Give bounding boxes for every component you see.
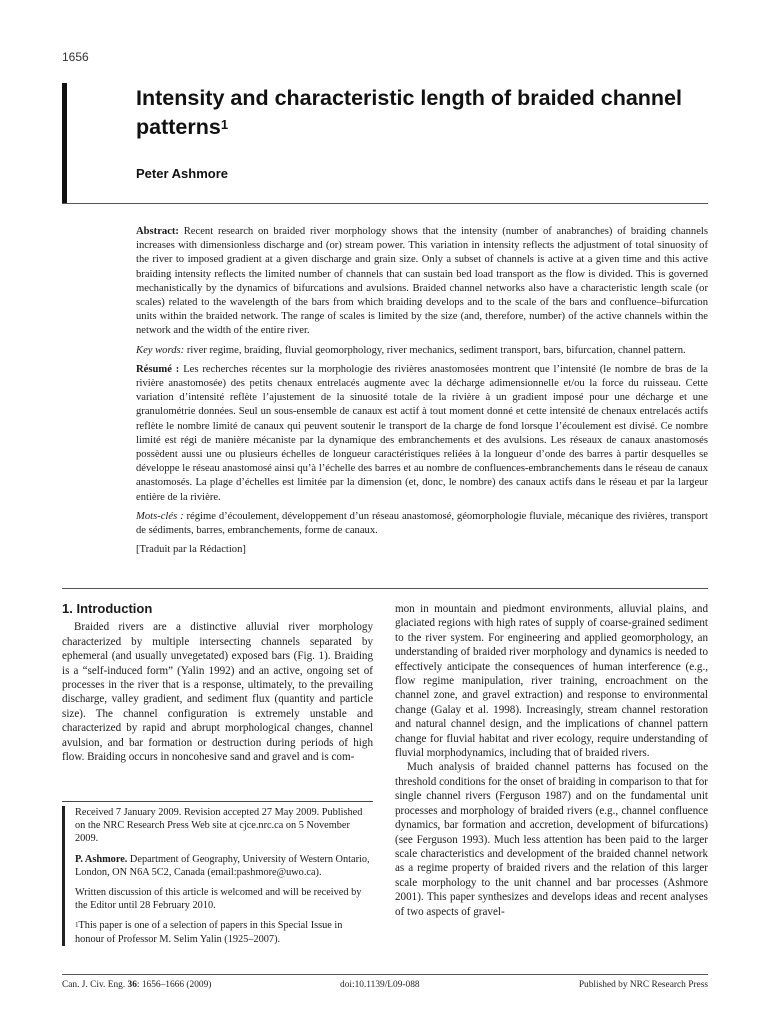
affiliation-note: [75, 853, 373, 879]
abstract-divider: [62, 588, 708, 589]
abstract: [136, 225, 708, 339]
resume: [136, 363, 708, 505]
footer-divider: [62, 974, 708, 975]
resume-text: Les recherches récentes sur la morphologie des rivières anastomosées montrent que l’intensité (le nombre de bras de la rivière anastomosée) des petits chenaux entrelacés augmente avec la décharge adimensionnelle et/ou la force du ruisseau. Cette variation d’intensité reflète l’ajustement de la sinuosité totale de la rivière à un gradient imposé pour une décharge et une granulométrie données. Seul un sous-ensemble de canaux est actif à tout moment donné et cette intensité de chenaux entrelacés actifs reflète le nombre limité de canaux qui peuvent soutenir le transport de la charge de fond lorsque l’écoulement est divisé. Ce nombre limité est régi de manière mécaniste par la dynamique des embranchements et des avulsions. Les réseaux de canaux anastomosés possèdent aussi une ou plusieurs échelles de longueur caractéristiques reliées à la longueur d’onde des barres à partir desquelles se développe le réseau anastomosé ainsi qu’à l’échelle des barres et au nombre de confluences-embranchements dans le réseau de canaux anastomosés. La plage d’échelles est limitée par la dimension (et, donc, le nombre) des canaux actifs dans le réseau et par la largeur entière de la rivière.: [136, 363, 708, 503]
motscles: [136, 510, 708, 538]
resume-label: Résumé :: [136, 363, 180, 375]
affiliation-name: P. Ashmore.: [75, 853, 128, 865]
doi-link[interactable]: doi:10.1139/L09-088: [340, 980, 420, 990]
intro-paragraph-2: Much analysis of braided channel patterns has focused on the threshold conditions for the onset of braiding in comparison to that for single channel rivers (Ferguson 1987) and on the fundamental unit processes and morphology of braided rivers (e.g., channel confluence dynamics, bar formation and accretion, development of bifurcations) (see Ferguson 1993). Much less attention has been paid to the larger scale characteristics and development of the braided channel network as a regime property of braided rivers and the relation of this larger scale morphology to the unit channel and bar processes (Ashmore 2001). This paper synthesizes and develops ideas and recent analyses of two aspects of gravel-: [395, 761, 708, 918]
journal-suffix: : 1656–1666 (2009): [136, 980, 212, 990]
header-divider: [62, 203, 708, 204]
section-heading: 1. Introduction: [62, 601, 153, 616]
journal-citation: [62, 980, 211, 990]
intro-paragraph-1-cont: mon in mountain and piedmont environments, alluvial plains, and glaciated regions with high rates of supply of coarse-grained sediment to the river system. For engineering and applied geomorphology, an understanding of braided river morphology and dynamics is needed to effectively anticipate the consequences of human interference (e.g., flow regime manipulation, river training, encroachment on the channel zone, and gravel extraction) and response to environmental change (Galay et al. 1998). Increasingly, stream channel restoration and natural channel design, and the implications of channel pattern change for fluvial habitat and river ecology, require understanding of fluvial morphodynamics, including that of braided rivers.: [395, 603, 708, 760]
title-footnote-mark: 1: [220, 117, 229, 132]
keywords: [136, 344, 708, 358]
notes-inner: [62, 806, 373, 946]
title-text: Intensity and characteristic length of braided channel patterns: [136, 86, 682, 139]
title-accent-bar: [62, 83, 67, 204]
translation-note: [Traduit par la Rédaction]: [136, 544, 246, 556]
page-number: 1656: [62, 50, 89, 64]
keywords-label: Key words:: [136, 344, 185, 356]
motscles-text: régime d’écoulement, développement d’un réseau anastomosé, géomorphologie fluviale, mécanique des rivières, transport de sédiments, barres, embranchements, forme de canaux.: [136, 510, 708, 537]
motscles-label: Mots-clés :: [136, 510, 184, 522]
abstract-text: Recent research on braided river morphology shows that the intensity (number of anabranches) of braiding channels increases with dimensionless discharge and (or) stream power. This variation in intensity reflects the adjustment of total sinuosity of the river to imposed gradient at a given discharge and grain size. Only a subset of channels is active at a given time and this active braiding intensity reflects the limited number of channels that can sustain bed load transport as the flow is divided. This is governed mechanistically by the dynamics of bifurcations and avulsions. Braided channel networks also have a characteristic length scale (or scales) related to the wavelength of the bars from which braiding develops and to the scale of the bars and confluence–bifurcation units within the braided network. The range of scales is limited by the size (and, therefore, number) of the active channels within the network and the width of the entire river.: [136, 226, 708, 337]
journal-prefix: Can. J. Civ. Eng.: [62, 980, 128, 990]
abstract-label: Abstract:: [136, 226, 179, 237]
left-column: [62, 602, 373, 764]
journal-volume: 36: [127, 980, 137, 990]
right-column: [395, 602, 708, 919]
special-issue-note: [75, 919, 373, 945]
footnote-text: This paper is one of a selection of papers in this Special Issue in honour of Professor M. Selim Yalin (1925–2007).: [75, 920, 343, 945]
author-name: Peter Ashmore: [136, 166, 228, 181]
article-title: [136, 84, 696, 142]
discussion-note: Written discussion of this article is welcomed and will be received by the Editor until 28 February 2010.: [75, 887, 362, 912]
abstract-block: [136, 225, 708, 562]
affiliation-text: Department of Geography, University of Western Ontario, London, ON N6A 5C2, Canada (email:pashmore@uwo.ca).: [75, 853, 370, 878]
intro-paragraph-1: Braided rivers are a distinctive alluvial river morphology characterized by multiple intersecting channels separated by ephemeral (and usually unvegetated) exposed bars (Fig. 1). Braiding is a “self-induced form” (Yalin 1992) and an active, ongoing set of processes in the river that is a response, ultimately, to the prevailing discharge, valley gradient, and sediment flux (quantity and particle size). The channel configuration is extremely unstable and characterized by rapid and abrupt morphological changes, channel avulsion, and bar formation or destruction during periods of high flow. Braiding occurs in noncohesive sand and gravel and is com-: [62, 621, 373, 764]
article-notes: [62, 801, 373, 953]
publisher-note: Published by NRC Research Press: [578, 980, 708, 990]
footnote-mark: 1: [75, 921, 79, 930]
received-note: Received 7 January 2009. Revision accepted 27 May 2009. Published on the NRC Research Press Web site at cjce.nrc.ca on 5 November 2009.: [75, 807, 363, 845]
keywords-text: river regime, braiding, fluvial geomorphology, river mechanics, sediment transport, bars, bifurcation, channel pattern.: [184, 344, 686, 356]
